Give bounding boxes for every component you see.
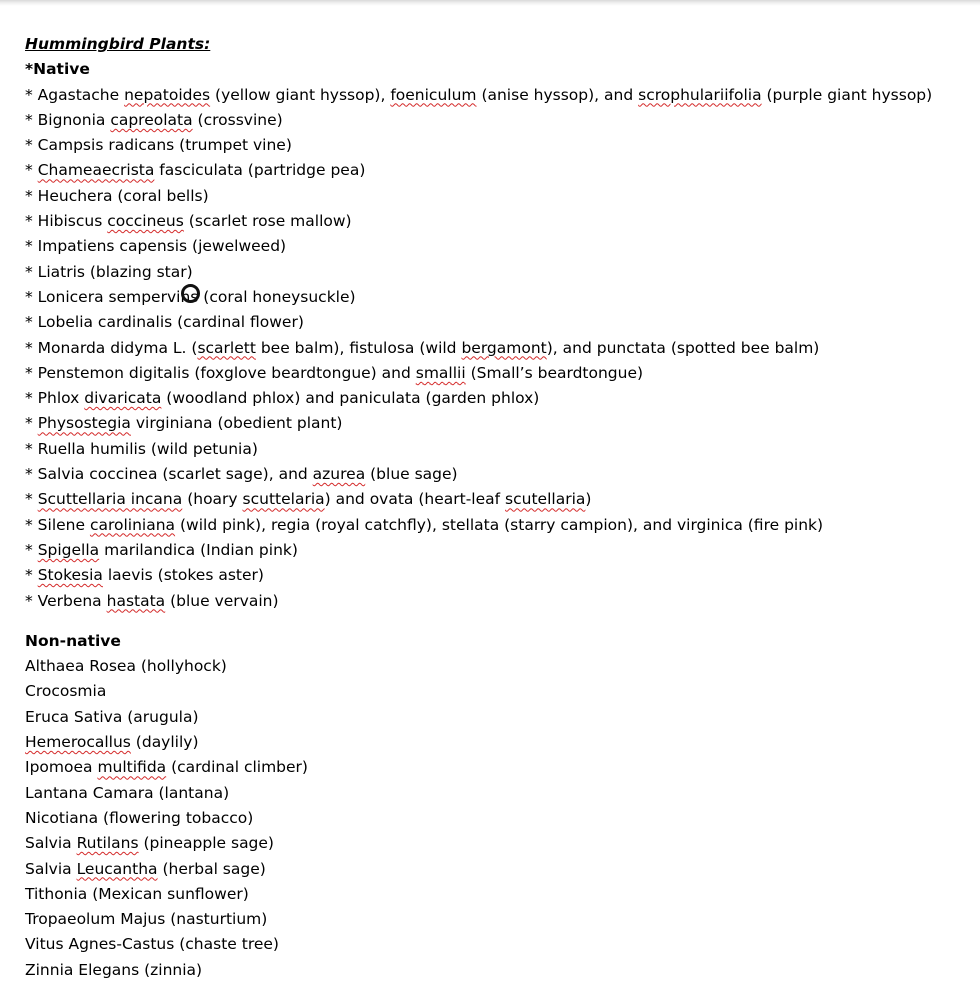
- text-run: (herbal sage): [157, 859, 266, 878]
- native-plant-item: [25, 285, 975, 310]
- non-native-plant-item: [25, 882, 975, 907]
- text-run: * Heuchera (coral bells): [25, 186, 209, 205]
- native-plant-item: [25, 361, 975, 386]
- text-run: (scarlet rose mallow): [183, 212, 352, 231]
- text-run: Salvia: [25, 859, 77, 878]
- spellcheck-flagged-word: capreolata: [110, 110, 193, 129]
- text-run: * Phlox: [25, 389, 85, 408]
- native-plant-item: [25, 589, 975, 614]
- spellcheck-flagged-word: bergamont: [461, 338, 547, 357]
- spellcheck-flagged-word: smallii: [415, 363, 466, 382]
- native-plant-item: [25, 184, 975, 209]
- spellcheck-flagged-word: scrophulariifolia: [638, 85, 762, 104]
- document-body[interactable]: [25, 32, 975, 983]
- text-run: * Bignonia: [25, 110, 111, 129]
- text-run: (blue vervain): [165, 591, 279, 610]
- native-plant-item: [25, 411, 975, 436]
- text-run: (crossvine): [192, 110, 283, 129]
- text-run: Crocosmia: [25, 682, 107, 701]
- text-run: Tropaeolum Majus (nasturtium): [25, 910, 268, 929]
- native-plant-item: [25, 83, 975, 108]
- spellcheck-flagged-word: Spigella: [37, 540, 100, 559]
- text-run: Eruca Sativa (arugula): [25, 707, 199, 726]
- text-run: fasciculata (partridge pea): [154, 161, 366, 180]
- spellcheck-flagged-word: divaricata: [84, 389, 162, 408]
- spellcheck-flagged-word: Stokesia: [37, 566, 103, 585]
- window-top-edge: [0, 0, 980, 6]
- native-plant-item: [25, 437, 975, 462]
- text-run: *: [25, 161, 38, 180]
- text-run: virginiana (obedient plant): [130, 414, 343, 433]
- non-native-plant-item: [25, 831, 975, 856]
- native-plant-item: [25, 462, 975, 487]
- text-run: ) and ovata (heart-leaf: [324, 490, 506, 509]
- non-native-heading: Non-native: [25, 631, 121, 650]
- document-title: Hummingbird Plants:: [25, 35, 211, 53]
- native-plant-item: [25, 336, 975, 361]
- text-run: (yellow giant hyssop),: [210, 85, 391, 104]
- text-run: * Hibiscus: [25, 212, 108, 231]
- text-run: ), and punctata (spotted bee balm): [546, 338, 820, 357]
- spellcheck-flagged-word: Rutilans: [76, 834, 139, 853]
- spellcheck-flagged-word: foeniculum: [390, 85, 477, 104]
- spellcheck-flagged-word: nepatoides: [124, 85, 211, 104]
- text-run: * Liatris (blazing star): [25, 262, 193, 281]
- text-run: (hoary: [182, 490, 243, 509]
- spellcheck-flagged-word: azurea: [312, 465, 366, 484]
- non-native-plant-item: [25, 654, 975, 679]
- spellcheck-flagged-word: caroliniana: [89, 515, 176, 534]
- text-run: Nicotiana (flowering tobacco): [25, 808, 254, 827]
- text-run: * Impatiens capensis (jewelweed): [25, 237, 287, 256]
- non-native-plant-item: [25, 932, 975, 957]
- native-plant-item: [25, 108, 975, 133]
- spellcheck-flagged-word: scuttelaria: [242, 490, 325, 509]
- native-plant-item: [25, 133, 975, 158]
- text-run: ns (coral honeysuckle): [180, 287, 356, 306]
- text-run: * Penstemon digitalis (foxglove beardtongue) and: [25, 363, 416, 382]
- non-native-plant-list: [25, 654, 975, 983]
- text-run: * Silene: [25, 515, 90, 534]
- non-native-plant-item: [25, 679, 975, 704]
- spellcheck-flagged-word: Physostegia: [37, 414, 131, 433]
- text-run: (purple giant hyssop): [761, 85, 933, 104]
- native-plant-item: [25, 209, 975, 234]
- text-run: (pineapple sage): [138, 834, 274, 853]
- native-plant-item: [25, 260, 975, 285]
- text-run: * Agastache: [25, 85, 125, 104]
- text-run: bee balm), fistulosa (wild: [255, 338, 462, 357]
- text-run: (anise hyssop), and: [476, 85, 639, 104]
- native-plant-item: [25, 310, 975, 335]
- text-run: * Salvia coccinea (scarlet sage), and: [25, 465, 313, 484]
- text-run: * Lobelia cardinalis (cardinal flower): [25, 313, 304, 332]
- text-run: * Ruella humilis (wild petunia): [25, 439, 258, 458]
- native-plant-item: [25, 158, 975, 183]
- text-run: Ipomoea: [25, 758, 98, 777]
- text-run: * Verbena: [25, 591, 107, 610]
- spellcheck-flagged-word: Scuttellaria incana: [37, 490, 183, 509]
- non-native-plant-item: [25, 781, 975, 806]
- non-native-plant-item: [25, 806, 975, 831]
- spellcheck-flagged-word: coccineus: [107, 212, 184, 231]
- native-plant-item: [25, 563, 975, 588]
- native-heading: *Native: [25, 60, 90, 79]
- text-run: marilandica (Indian pink): [99, 540, 298, 559]
- text-run: Althaea Rosea (hollyhock): [25, 657, 227, 676]
- non-native-plant-item: [25, 857, 975, 882]
- non-native-plant-item: [25, 705, 975, 730]
- text-run: Zinnia Elegans (zinnia): [25, 960, 203, 979]
- busy-cursor-icon: [181, 284, 200, 303]
- spellcheck-flagged-word: scarlett: [197, 338, 256, 357]
- non-native-plant-item: [25, 755, 975, 780]
- spellcheck-flagged-word: scutellaria: [505, 490, 586, 509]
- spellcheck-flagged-word: Chameaecrista: [37, 161, 155, 180]
- spellcheck-flagged-word: Hemerocallus: [25, 733, 131, 752]
- text-run: Lantana Camara (lantana): [25, 783, 230, 802]
- text-run: * Lonicera sempervi: [25, 287, 181, 306]
- native-plant-list: [25, 83, 975, 614]
- text-run: Vitus Agnes-Castus (chaste tree): [25, 935, 279, 954]
- text-run: *: [25, 414, 38, 433]
- native-plant-item: [25, 513, 975, 538]
- text-run: *: [25, 540, 38, 559]
- non-native-plant-item: [25, 907, 975, 932]
- text-run: (blue sage): [365, 465, 458, 484]
- text-run: *: [25, 490, 38, 509]
- spellcheck-flagged-word: multifida: [97, 758, 167, 777]
- native-plant-item: [25, 538, 975, 563]
- text-run: (Small’s beardtongue): [465, 363, 644, 382]
- text-run: *: [25, 566, 38, 585]
- spellcheck-flagged-word: Leucantha: [76, 859, 158, 878]
- spellcheck-flagged-word: hastata: [106, 591, 166, 610]
- text-run: Salvia: [25, 834, 77, 853]
- native-plant-item: [25, 234, 975, 259]
- native-plant-item: [25, 386, 975, 411]
- non-native-plant-item: [25, 730, 975, 755]
- native-plant-item: [25, 487, 975, 512]
- text-run: Tithonia (Mexican sunflower): [25, 884, 249, 903]
- text-run: * Campsis radicans (trumpet vine): [25, 136, 292, 155]
- blank-line: [25, 614, 975, 629]
- non-native-plant-item: [25, 958, 975, 983]
- text-run: laevis (stokes aster): [102, 566, 264, 585]
- text-run: (cardinal climber): [166, 758, 308, 777]
- text-run: ): [585, 490, 592, 509]
- text-run: (daylily): [130, 733, 199, 752]
- text-run: (woodland phlox) and paniculata (garden phlox): [161, 389, 540, 408]
- text-run: (wild pink), regia (royal catchfly), stellata (starry campion), and virginica (fire pink): [175, 515, 824, 534]
- text-run: * Monarda didyma L. (: [25, 338, 198, 357]
